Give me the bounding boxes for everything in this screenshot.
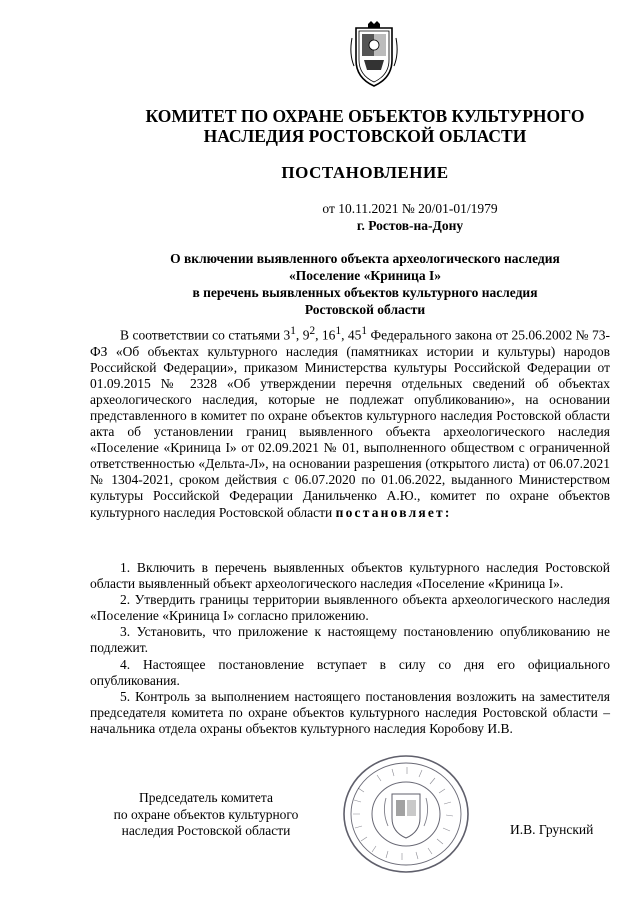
preamble-text-e: Федерального закона от 25.06.2002 № 73-ФЗ «Об объектах культурного наследия (памятниках истории и культуры) народов Российской Федерации», приказом Министерства культуры Российской Федерации от 01.09.2015 № 2328 «Об утверждении перечня отдельных сведений об объектах археологического наследия, которые не подлежат опубликованию», на основании представленного в комитет по охране объектов культурного наследия Ростовской области акта об установлении границ выявленного объекта археологического наследия «Поселение «Криница I» от 02.09.2021 № 01, выполненного обществом с ограниченной ответственностью «Дельта-Л», на основании разрешения (открытого листа) от 06.07.2021 № 1304-2021, сроком действия с 06.07.2020 по 01.06.2022, выданного Министерством культуры Российской Федерации Данильченко А.Ю., комитет по охране объектов культурного наследия Ростовской области	[90, 327, 611, 520]
preamble-paragraph	[90, 323, 610, 521]
position-line-2: по охране объектов культурного	[113, 806, 299, 822]
document-type-title: ПОСТАНОВЛЕНИЕ	[281, 163, 449, 182]
subject-line-4: Ростовской области	[304, 302, 426, 317]
org-line-2: НАСЛЕДИЯ РОСТОВСКОЙ ОБЛАСТИ	[203, 126, 527, 146]
preamble-text-a: В соответствии со статьями 3	[120, 327, 291, 343]
article-superscript-2: 2	[309, 325, 316, 337]
organization-name	[80, 106, 640, 146]
date-number-block	[200, 200, 620, 234]
preamble-text-d: , 45	[341, 327, 362, 343]
city-name: г. Ростов-на-Дону	[356, 218, 464, 233]
subject-line-3: в перечень выявленных объектов культурного наследия	[192, 285, 538, 300]
list-item: 1. Включить в перечень выявленных объектов культурного наследия Ростовской области выявленный объект археологического наследия «Поселение «Криница I».	[90, 560, 610, 592]
resolves-keyword: постановляет:	[335, 504, 452, 520]
position-line-1: Председатель комитета	[139, 790, 273, 805]
list-item: 3. Установить, что приложение к настоящему постановлению опубликованию не подлежит.	[90, 624, 610, 656]
date-number: от 10.11.2021 № 20/01-01/1979	[322, 201, 498, 216]
article-superscript-3: 1	[335, 325, 342, 337]
document-subject	[80, 250, 640, 318]
list-item: 5. Контроль за выполнением настоящего постановления возложить на заместителя председателя комитета по охране объектов культурного наследия Ростовской области – начальника отдела охраны объектов культурного наследия Коробову И.В.	[90, 688, 610, 736]
subject-line-2: «Поселение «Криница I»	[289, 268, 441, 283]
org-line-1: КОМИТЕТ ПО ОХРАНЕ ОБЪЕКТОВ КУЛЬТУРНОГО	[145, 106, 585, 126]
position-line-3: наследия Ростовской области	[121, 823, 291, 838]
preamble-text-b: , 9	[295, 327, 310, 343]
article-superscript-1: 1	[290, 325, 296, 337]
article-superscript-4: 1	[361, 325, 368, 337]
subject-line-1: О включении выявленного объекта археологического наследия	[170, 251, 560, 266]
list-item: 4. Настоящее постановление вступает в силу со дня его официального опубликования.	[90, 656, 610, 688]
signatory-name: И.В. Грунский	[510, 822, 594, 837]
official-seal-stamp-icon	[328, 748, 473, 883]
preamble-text-c: , 16	[315, 327, 336, 343]
signatory-position	[86, 790, 326, 840]
resolution-items	[90, 560, 610, 737]
list-item: 2. Утвердить границы территории выявленного объекта археологического наследия «Поселение «Криница I» согласно приложению.	[90, 592, 610, 624]
coat-of-arms-emblem-icon	[348, 20, 400, 92]
